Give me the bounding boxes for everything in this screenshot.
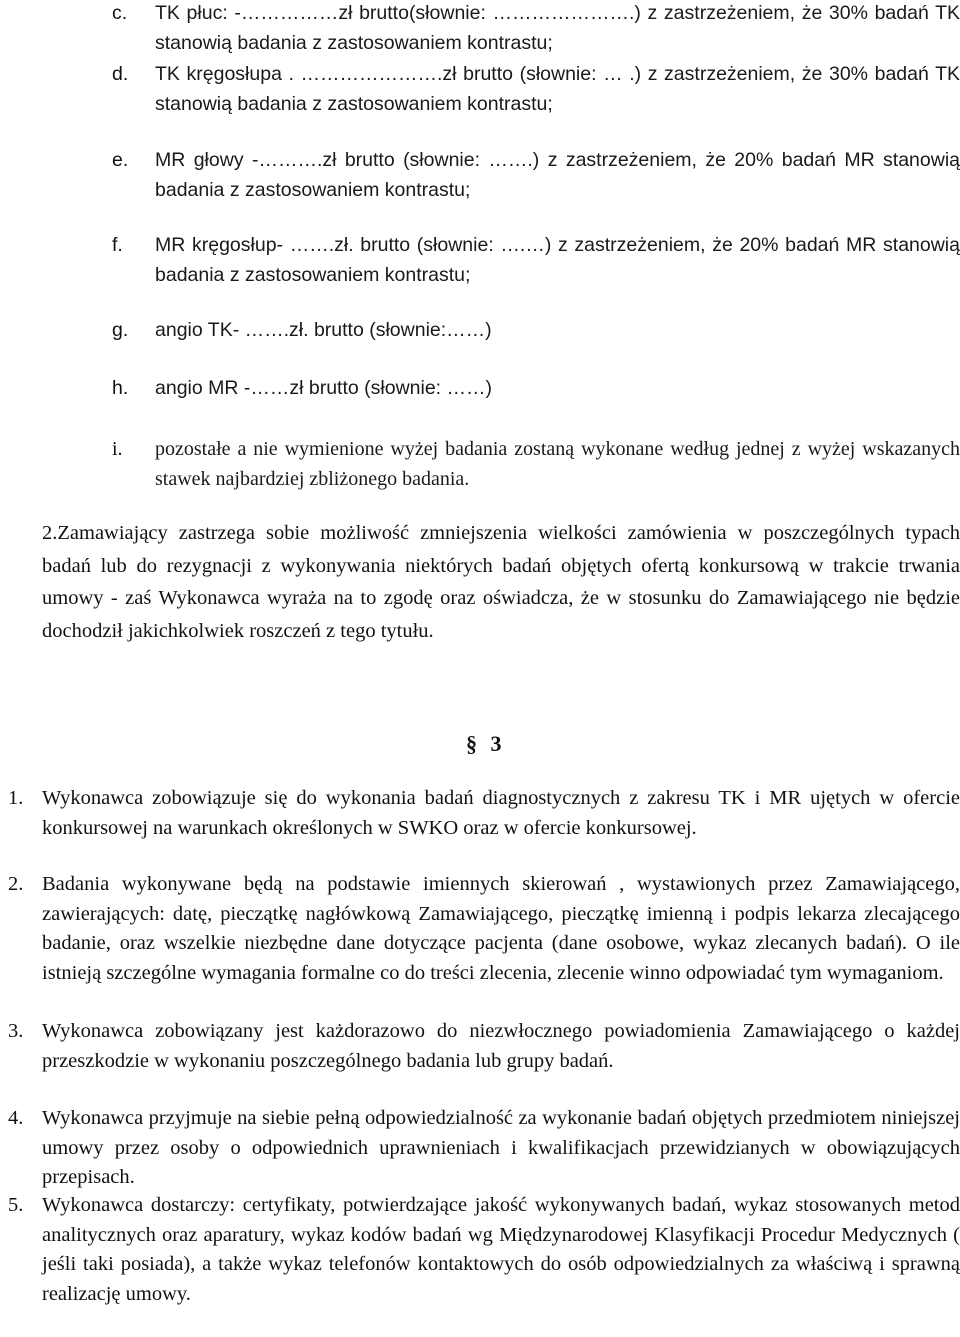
list-marker: 5. [8,1194,24,1216]
list-marker: d. [112,63,129,85]
list-item-text: Wykonawca dostarczy: certyfikaty, potwierdzające jakość wykonywanych badań, wykaz stosowanych metod analitycznych oraz aparatury, wykaz kodów badań wg Międzynarodowej Klasyfikacji Procedur Medycznych ( jeśli taki posiada), a także wykaz telefonów kontaktowych do osób odpowiedzialnych za właściwą i sprawną realizację umowy. [42,1194,960,1305]
list-item-text: TK kręgosłupa . ………………….zł brutto (słownie: … .) z zastrzeżeniem, że 30% badań TK stanowią badania z zastosowaniem kontrastu; [155,63,960,115]
list-item-text: angio TK- …….zł. brutto (słownie:……) [155,319,492,341]
list-marker: f. [112,234,123,256]
paragraph-2: 2.Zamawiający zastrzega sobie możliwość zmniejszenia wielkości zamówienia w poszczególnych typach badań lub do rezygnacji z wykonywania niektórych badań objętych ofertą konkursową w trakcie trwania umowy - zaś Wykonawca wyraża na to zgodę oraz oświadcza, że w stosunku do Zamawiającego nie będzie dochodził jakichkolwiek roszczeń z tego tytułu. [42,522,960,642]
list-marker: g. [112,319,129,341]
list-marker: 1. [8,787,24,809]
list-marker: 4. [8,1107,24,1129]
list-marker: h. [112,377,129,399]
list-marker: c. [112,2,128,24]
list-marker: 2. [8,873,24,895]
list-marker: 3. [8,1020,24,1042]
section-heading: § 3 [466,731,506,756]
list-item-text: TK płuc: -……………zł brutto(słownie: ………………….) z zastrzeżeniem, że 30% badań TK stanowią badania z zastosowaniem kontrastu; [155,2,960,54]
list-item-text: pozostałe a nie wymienione wyżej badania zostaną wykonane według jednej z wyżej wskazanych stawek najbardziej zbliżonego badania. [155,438,960,490]
list-item-text: Wykonawca zobowiązany jest każdorazowo do niezwłocznego powiadomienia Zamawiającego o każdej przeszkodzie w wykonaniu poszczególnego badania lub grupy badań. [42,1020,960,1072]
list-item-text: Wykonawca zobowiązuje się do wykonania badań diagnostycznych z zakresu TK i MR ujętych w ofercie konkursowej na warunkach określonych w SWKO oraz w ofercie konkursowej. [42,787,960,839]
list-marker: i. [112,438,123,460]
list-item-text: MR głowy -……….zł brutto (słownie: …….) z zastrzeżeniem, że 20% badań MR stanowią badania z zastosowaniem kontrastu; [155,149,960,201]
list-item-text: MR kręgosłup- …….zł. brutto (słownie: ….…) z zastrzeżeniem, że 20% badań MR stanowią badania z zastosowaniem kontrastu; [155,234,960,286]
list-item-text: Badania wykonywane będą na podstawie imiennych skierowań , wystawionych przez Zamawiającego, zawierających: datę, pieczątkę nagłówkową Zamawiającego, pieczątkę imienną i podpis lekarza zlecającego badanie, oraz wszelkie niezbędne dane dotyczące pacjenta (dane osobowe, wykaz zlecanych badań). O ile istnieją szczególne wymagania formalne co do treści zlecenia, zlecenie winno odpowiadać tym wymaganiom. [42,873,960,984]
list-marker: e. [112,149,129,171]
list-item-text: Wykonawca przyjmuje na siebie pełną odpowiedzialność za wykonanie badań objętych przedmiotem niniejszej umowy przez osoby o odpowiednich uprawnieniach i kwalifikacjach przewidzianych w obowiązujących przepisach. [42,1107,960,1188]
list-item-text: angio MR -……zł brutto (słownie: ……) [155,377,493,399]
